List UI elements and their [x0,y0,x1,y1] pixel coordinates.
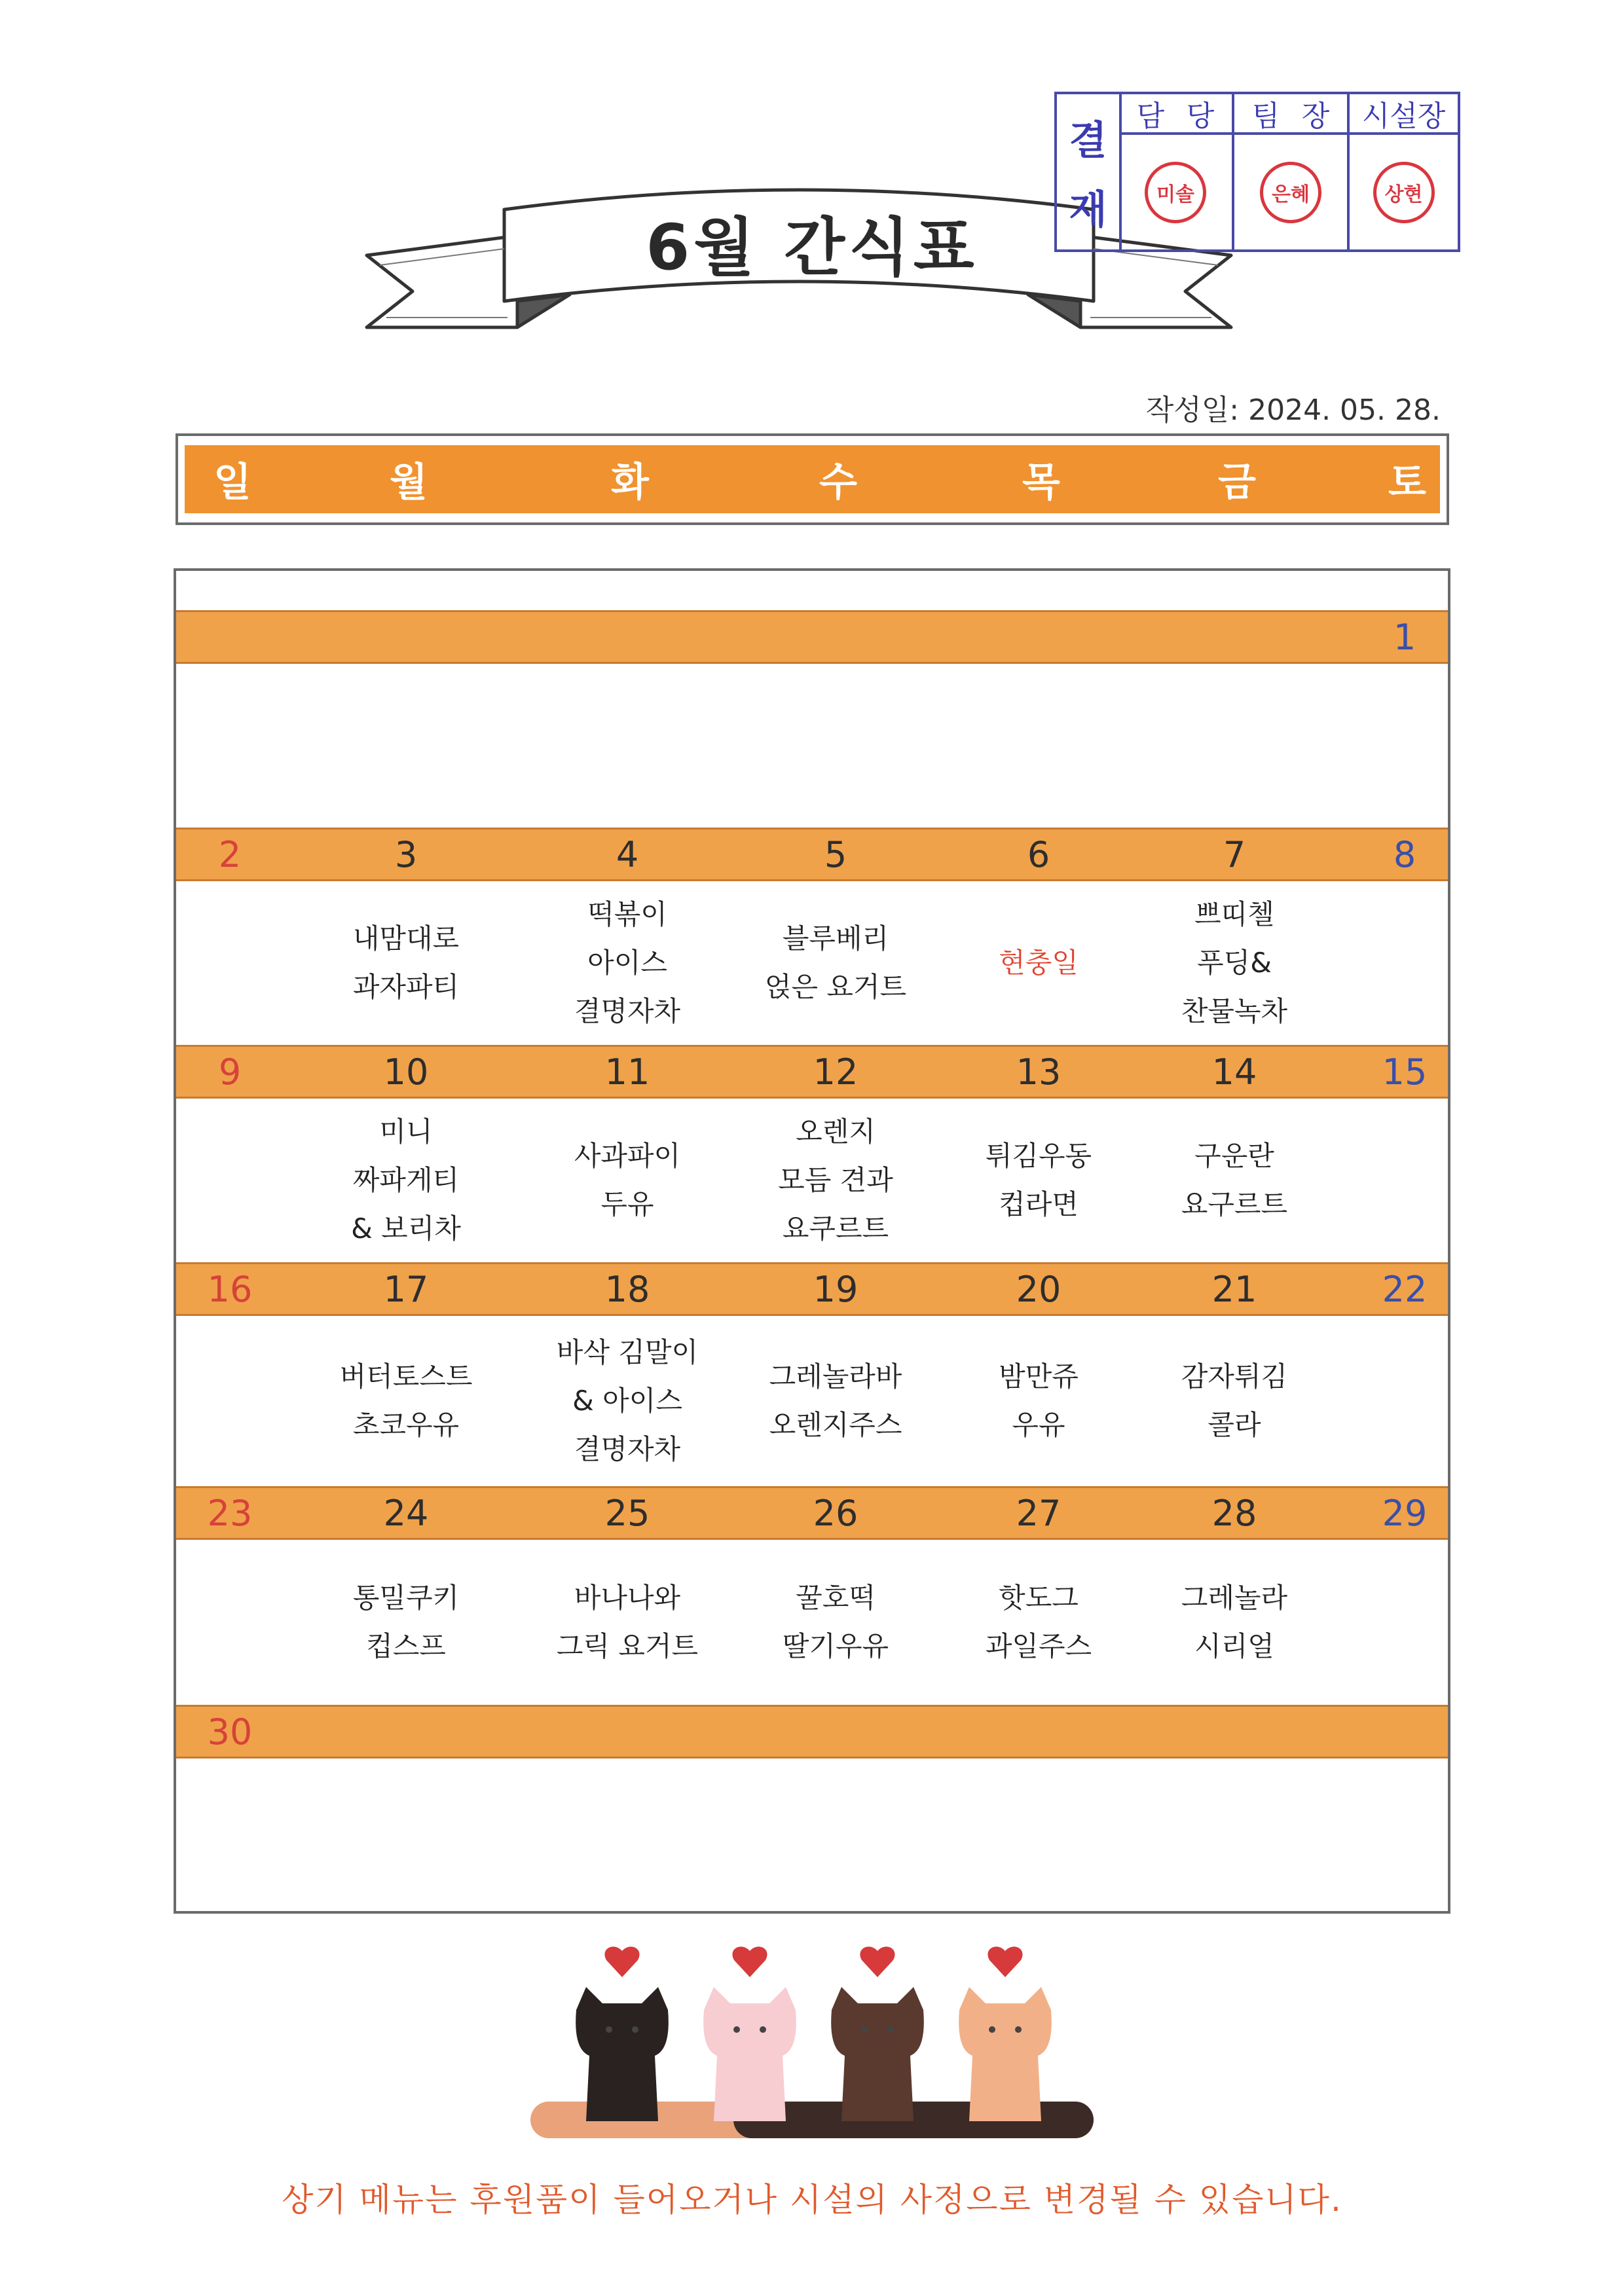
date-bar [176,1045,1448,1099]
date-number: 9 [218,1051,242,1093]
approval-label: 장 [1301,100,1330,133]
date-number: 6 [1027,833,1050,875]
approval-side-char: 재 [1069,187,1107,233]
menu-line: 요구르트 [1181,1188,1288,1220]
menu-line: 모듬 견과 [778,1164,893,1196]
menu-line: 쁘띠첼 [1194,898,1274,930]
menu-cell [1139,1540,1329,1705]
approval-label: 담 [1136,100,1165,133]
menu-cell [944,1316,1134,1486]
date-number: 23 [207,1492,253,1534]
approval-side-label [1057,94,1122,249]
menu-line: 감자튀김 [1181,1360,1288,1393]
menu-line: 구운란 [1194,1140,1274,1172]
menu-line: 바삭 김말이 [556,1336,699,1368]
weekday-label: 토 [1388,460,1426,505]
menu-line: 얹은 요거트 [764,971,907,1003]
menu-line: 두유 [600,1188,654,1220]
menu-line: 떡볶이 [587,898,667,930]
menu-line: 밤만쥬 [999,1360,1079,1393]
menu-line: 시리얼 [1194,1630,1274,1662]
date-bar [176,1262,1448,1316]
heart-icon [604,1946,1022,1977]
approval-col-director [1350,94,1458,249]
page-title: 6월 간식표 [646,210,978,284]
seal-stamp: 상현 [1373,162,1435,223]
menu-line: 핫도그 [999,1582,1079,1614]
menu-cell [944,1540,1134,1705]
menu-line: 그릭 요거트 [556,1630,699,1662]
date-number: 3 [394,833,418,875]
date-number: 30 [207,1711,253,1753]
menu-cell [741,1316,931,1486]
menu-line: 요쿠르트 [782,1212,889,1245]
menu-cell [532,1540,722,1705]
menu-line: 아이스 [587,947,667,979]
weekday-label: 금 [1218,460,1256,505]
approval-label: 시설장 [1361,100,1446,133]
weekday-header [175,433,1449,525]
menu-line: 현충일 [999,947,1079,979]
menu-line: 컵스프 [366,1630,446,1662]
menu-cell [1139,1099,1329,1262]
menu-cell [311,1540,501,1705]
menu-cell [311,881,501,1045]
notice-text: 상기 메뉴는 후원품이 들어오거나 시설의 사정으로 변경될 수 있습니다. [282,2181,1342,2219]
cat-icon [576,1987,1052,2121]
menu-cell [311,1099,501,1262]
approval-col-team-lead [1234,94,1350,249]
menu-line: 컵라면 [999,1188,1079,1220]
calendar-grid [174,568,1450,1914]
menu-cell [741,1099,931,1262]
date-number: 16 [207,1268,253,1310]
menu-line: 그레놀라바 [769,1360,902,1393]
date-number: 8 [1393,833,1416,875]
date-number: 27 [1016,1492,1061,1534]
date-number: 25 [604,1492,650,1534]
menu-cell [741,1540,931,1705]
menu-line: & 보리차 [351,1212,461,1245]
menu-cell [532,1099,722,1262]
menu-line: 결명자차 [574,995,681,1027]
approval-side-char: 결 [1069,117,1107,164]
menu-line: 짜파게티 [352,1164,460,1196]
date-number: 20 [1016,1268,1061,1310]
date-number: 28 [1211,1492,1257,1534]
menu-line: 오렌지 [796,1116,876,1148]
date-number: 24 [383,1492,429,1534]
menu-line: & 아이스 [572,1385,682,1417]
menu-line: 튀김우동 [985,1140,1092,1172]
date-number: 12 [813,1051,858,1093]
menu-cell [1139,1316,1329,1486]
approval-label: 팀 [1251,100,1280,133]
date-number: 29 [1382,1492,1428,1534]
date-number: 1 [1393,616,1416,658]
menu-line: 과자파티 [352,971,460,1003]
menu-line: 우유 [1012,1409,1065,1441]
weekday-label: 화 [611,460,649,505]
date-number: 18 [604,1268,650,1310]
date-number: 10 [383,1051,429,1093]
menu-line: 블루베리 [782,922,889,955]
menu-line: 버터토스트 [339,1360,473,1393]
menu-line: 딸기우유 [782,1630,889,1662]
menu-line: 꿀호떡 [796,1582,876,1614]
date-bar [176,828,1448,881]
date-number: 4 [616,833,639,875]
date-bar [176,1705,1448,1758]
menu-line: 바나나와 [574,1582,681,1614]
date-number: 22 [1382,1268,1428,1310]
weekday-label: 일 [213,460,251,505]
menu-line: 통밀쿠키 [352,1582,460,1614]
date-number: 26 [813,1492,858,1534]
weekday-label: 목 [1022,460,1060,505]
date-number: 17 [383,1268,429,1310]
menu-line: 미니 [379,1116,433,1148]
menu-line: 과일주스 [985,1630,1092,1662]
date-number: 14 [1211,1051,1257,1093]
approval-label: 당 [1186,100,1215,133]
date-number: 11 [604,1051,650,1093]
date-number: 21 [1211,1268,1257,1310]
seal-stamp: 은혜 [1260,162,1321,223]
menu-cell [532,1316,722,1486]
menu-line: 초코우유 [352,1409,460,1441]
menu-line: 결명자차 [574,1433,681,1465]
weekday-label: 월 [390,460,428,505]
menu-line: 찬물녹차 [1181,995,1288,1027]
date-number: 19 [813,1268,858,1310]
menu-cell [944,881,1134,1045]
written-date: 작성일: 2024. 05. 28. [1145,393,1441,427]
menu-cell [741,881,931,1045]
menu-line: 푸딩& [1197,947,1272,979]
menu-cell [944,1099,1134,1262]
date-number: 5 [824,833,847,875]
date-bar [176,610,1448,664]
menu-cell [311,1316,501,1486]
weekday-label: 수 [819,460,857,505]
menu-cell [532,881,722,1045]
date-number: 13 [1016,1051,1061,1093]
menu-cell [1139,881,1329,1045]
menu-line: 그레놀라 [1181,1582,1288,1614]
seal-stamp: 미솔 [1145,162,1206,223]
menu-line: 오렌지주스 [769,1409,902,1441]
date-number: 7 [1223,833,1246,875]
approval-col-manager [1119,94,1234,249]
date-bar [176,1486,1448,1540]
menu-line: 사과파이 [574,1140,681,1172]
cats-illustration [524,1938,1100,2154]
date-number: 15 [1382,1051,1428,1093]
menu-line: 내맘대로 [352,922,460,955]
approval-box [1054,92,1460,252]
menu-line: 콜라 [1208,1409,1261,1441]
date-number: 2 [218,833,242,875]
